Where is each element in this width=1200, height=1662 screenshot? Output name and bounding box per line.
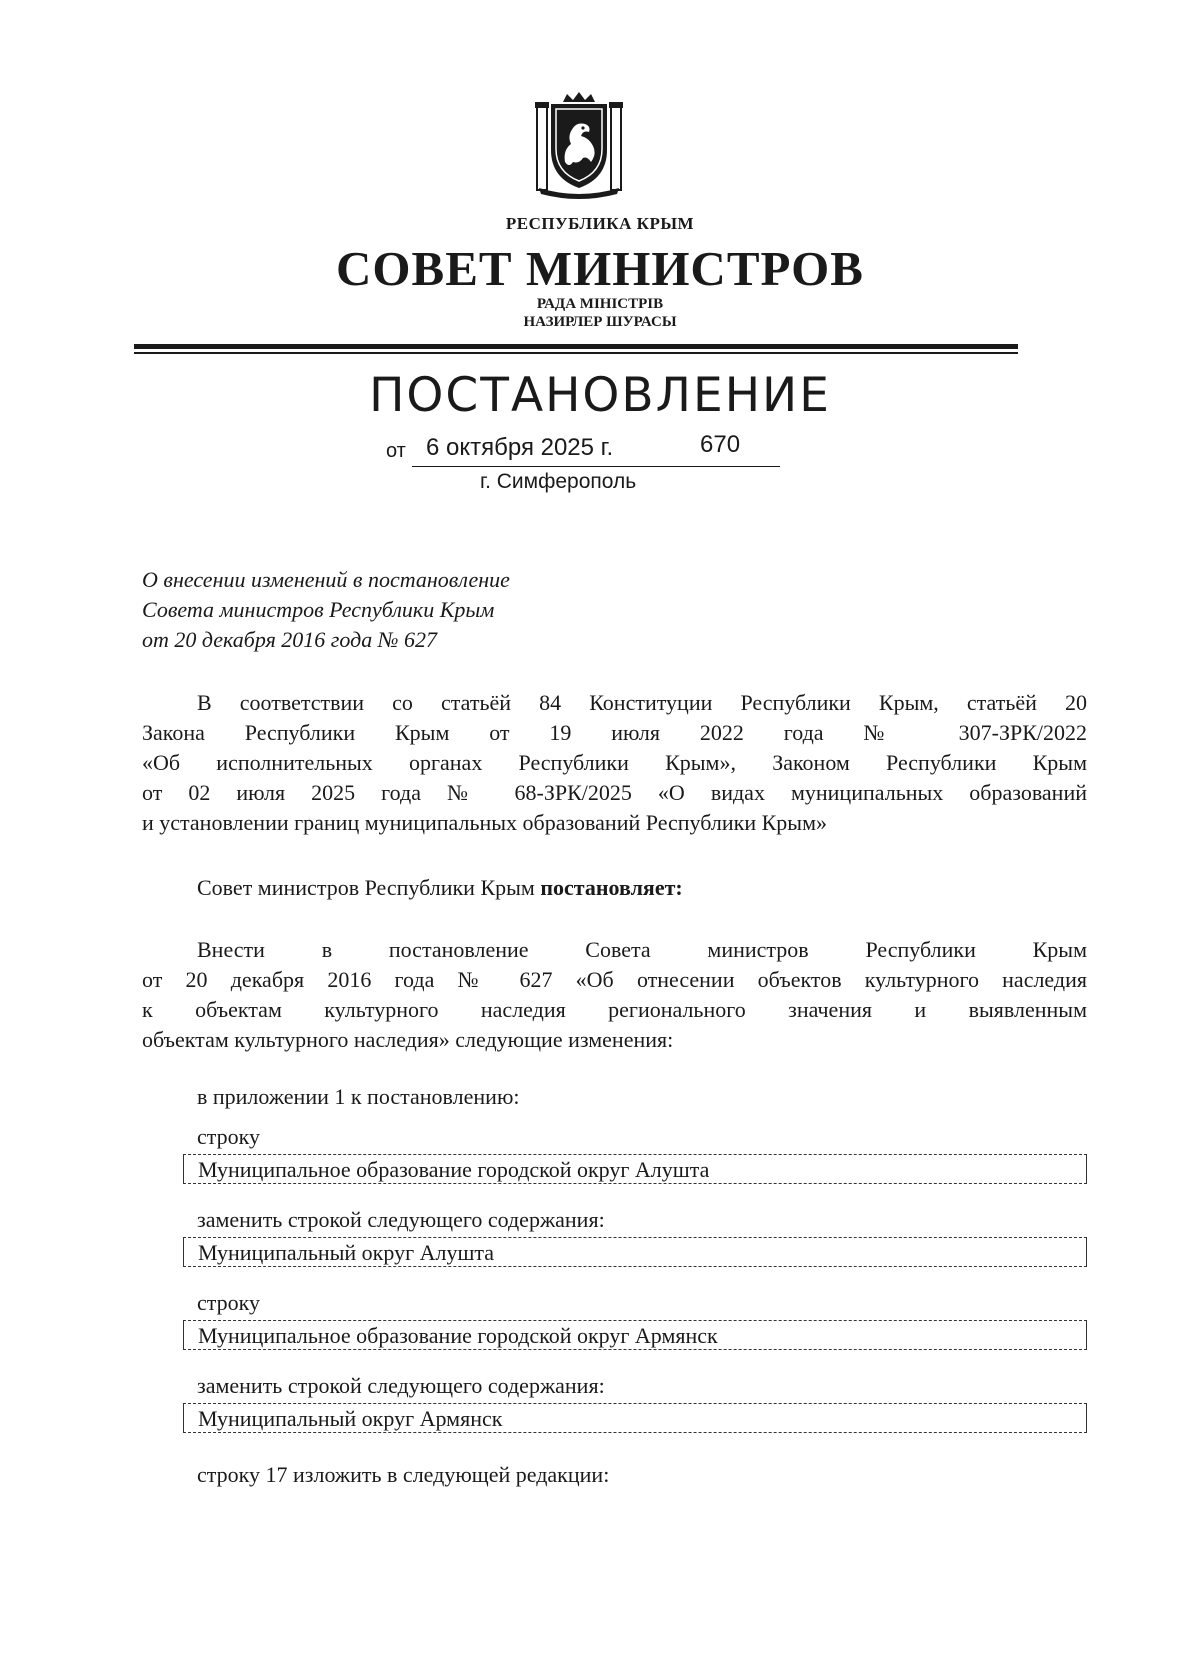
republic-name: РЕСПУБЛИКА КРЫМ: [505, 214, 695, 233]
subject-line: Совета министров Республики Крым: [142, 597, 495, 622]
body-line: Внести в постановление Совета министров Республики Крым: [197, 937, 1087, 962]
crimea-coat-of-arms-icon: [533, 92, 625, 200]
table-row-box: Муниципальный округ Алушта: [183, 1237, 1087, 1267]
preamble-line: В соответствии со статьёй 84 Конституции Республики Крым, статьёй 20: [197, 690, 1087, 715]
header-divider-thin: [134, 352, 1018, 354]
decree-statement: [197, 873, 683, 903]
document-date-row: [386, 431, 786, 470]
decree-keyword: постановляет:: [540, 875, 683, 900]
table-row-box: Муниципальный округ Армянск: [183, 1403, 1087, 1433]
preamble-line: от 02 июля 2025 года № 68-ЗРК/2025 «О видах муниципальных образований: [142, 780, 1087, 805]
change-label: строку: [197, 1290, 261, 1315]
council-title-ukrainian: РАДА МІНІСТРІВ: [536, 296, 664, 312]
document-city: г. Симферополь: [480, 470, 637, 493]
body-line: от 20 декабря 2016 года № 627 «Об отнесении объектов культурного наследия: [142, 967, 1087, 992]
preamble-line: Закона Республики Крым от 19 июля 2022 года № 307-ЗРК/2022: [142, 720, 1087, 745]
council-title-crimean-tatar: НАЗИРЛЕР ШУРАСЫ: [523, 314, 677, 330]
subject-line: О внесении изменений в постановление: [142, 567, 510, 592]
body-line: к объектам культурного наследия регионального значения и выявленным: [142, 997, 1087, 1022]
change-label: заменить строкой следующего содержания:: [197, 1207, 605, 1232]
document-type: ПОСТАНОВЛЕНИЕ: [369, 368, 831, 423]
change-label: строку: [197, 1124, 261, 1149]
document-number: 670: [700, 431, 741, 458]
preamble-line: и установлении границ муниципальных образований Республики Крым»: [142, 810, 827, 835]
body-line: объектам культурного наследия» следующие изменения:: [142, 1027, 674, 1052]
annex-intro: в приложении 1 к постановлению:: [197, 1084, 520, 1109]
table-row-box: Муниципальное образование городской округ Алушта: [183, 1154, 1087, 1184]
header-divider-thick: [134, 344, 1018, 349]
date-underline: [412, 466, 780, 467]
preamble-line: «Об исполнительных органах Республики Крым», Законом Республики Крым: [142, 750, 1087, 775]
subject-line: от 20 декабря 2016 года № 627: [142, 627, 437, 652]
table-row-box: Муниципальное образование городской округ Армянск: [183, 1320, 1087, 1350]
change-label: заменить строкой следующего содержания:: [197, 1373, 605, 1398]
document-date: 6 октября 2025 г.: [426, 434, 614, 461]
council-title: СОВЕТ МИНИСТРОВ: [336, 241, 864, 296]
final-instruction: строку 17 изложить в следующей редакции:: [197, 1462, 610, 1487]
date-prefix: от: [386, 440, 406, 462]
decree-text: Совет министров Республики Крым: [197, 875, 541, 900]
